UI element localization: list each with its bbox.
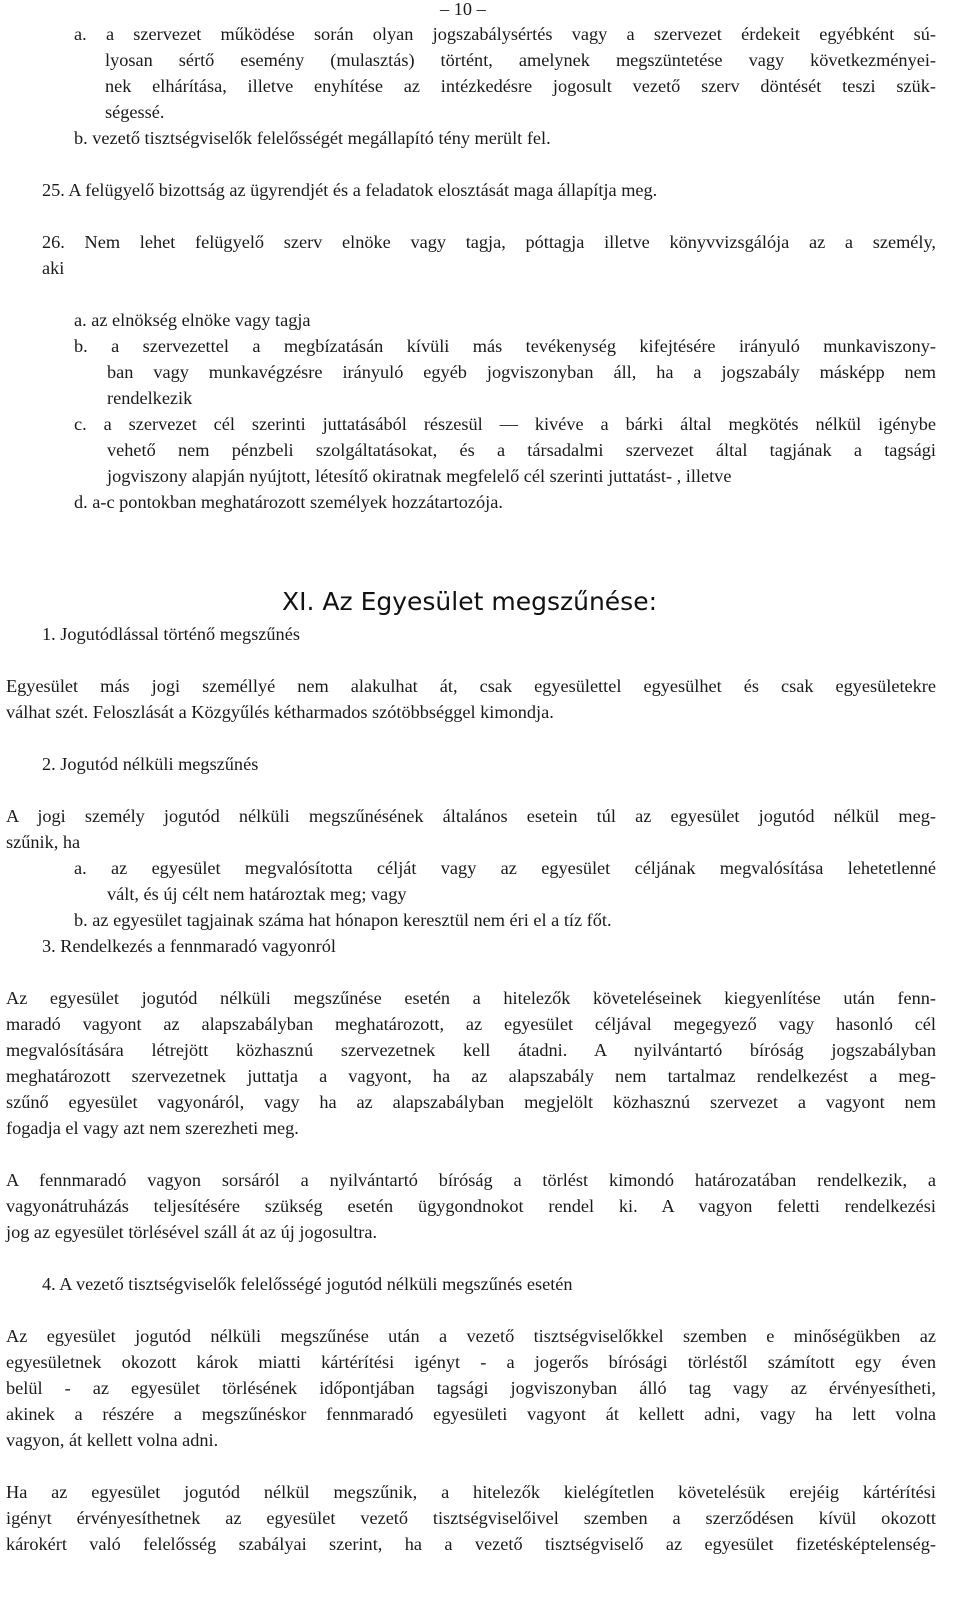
text-line: 2. Jogutód nélküli megszűnés (42, 754, 259, 774)
text-line: a. az elnökség elnöke vagy tagja (74, 310, 311, 330)
text-line: lyosan sértő esemény (mulasztás) történt, amelynek megszüntetése vagy következményei- (105, 50, 936, 70)
text-line: d. a-c pontokban meghatározott személyek hozzátartozója. (74, 492, 503, 512)
text-line: ban vagy munkavégzésre irányuló egyéb jogviszonyban áll, ha a jogszabály másképp nem (107, 362, 936, 382)
text-line: nek elhárítása, illetve enyhítése az intézkedésre jogosult vezető szerv döntését teszi szük- (105, 76, 936, 96)
text-line: b. a szervezettel a megbízatásán kívüli más tevékenység kifejtésére irányuló munkaviszony- (74, 336, 936, 356)
text-line: jog az egyesület törlésével száll át az új jogosultra. (6, 1222, 378, 1242)
text-line: rendelkezik (107, 388, 193, 408)
text-line: jogviszony alapján nyújtott, létesítő okiratnak megfelelő cél szerinti juttatást- , illetve (107, 466, 732, 486)
text-line: akinek a részére a megszűnéskor fennmaradó egyesületi vagyont át kellett adni, vagy ha lett volna (6, 1404, 936, 1424)
text-line: maradó vagyont az alapszabályban meghatározott, az egyesület céljával megegyező vagy hasonló cél (6, 1014, 936, 1034)
text-line: a. az egyesület megvalósította célját vagy az egyesület céljának megvalósítása lehetetlenné (74, 858, 936, 878)
text-line: a. a szervezet működése során olyan jogszabálysértés vagy a szervezet érdekeit egyébként sú- (74, 24, 936, 44)
text-line: károkért való felelősség szabályai szerint, ha a vezető tisztségviselő az egyesület fizetésképtelenség- (6, 1534, 936, 1554)
text-line: 25. A felügyelő bizottság az ügyrendjét és a feladatok elosztását maga állapítja meg. (42, 180, 658, 200)
text-line: fogadja el vagy azt nem szerezheti meg. (6, 1118, 299, 1138)
text-line: Ha az egyesület jogutód nélkül megszűnik, a hitelezők kielégítetlen követelésük erejéig kártérítési (6, 1482, 936, 1502)
text-line: vagyon, át kellett volna adni. (6, 1430, 219, 1450)
text-line: c. a szervezet cél szerinti juttatásából részesül ― kivéve a bárki által megkötés nélkül igénybe (74, 414, 936, 434)
text-line: A jogi személy jogutód nélküli megszűnésének általános esetein túl az egyesület jogutód nélkül meg- (6, 806, 936, 826)
text-line: belül - az egyesület törlésének időpontjában tagsági jogviszonyban álló tag vagy az érvényesítheti, (6, 1378, 936, 1398)
text-line: A fennmaradó vagyon sorsáról a nyilvántartó bíróság a törlést kimondó határozatában rendelkezik, a (6, 1170, 936, 1190)
text-line: válhat szét. Feloszlását a Közgyűlés kétharmados szótöbbséggel kimondja. (6, 702, 554, 722)
text-line: Egyesület más jogi személlyé nem alakulhat át, csak egyesülettel egyesülhet és csak egyesületekre (6, 676, 936, 696)
text-line: ségessé. (105, 102, 165, 122)
text-line: 4. A vezető tisztségviselők felelősségé jogutód nélküli megszűnés esetén (42, 1274, 573, 1294)
text-line: aki (42, 258, 65, 278)
text-line: 1. Jogutódlással történő megszűnés (42, 624, 300, 644)
text-line: Az egyesület jogutód nélküli megszűnése esetén a hitelezők követeléseinek kiegyenlítése után fenn- (6, 988, 936, 1008)
text-line: szűnik, ha (6, 832, 81, 852)
section-heading: XI. Az Egyesület megszűnése: (282, 587, 657, 616)
text-line: 26. Nem lehet felügyelő szerv elnöke vagy tagja, póttagja illetve könyvvizsgálója az a személy, (42, 232, 936, 252)
text-line: meghatározott szervezetnek juttatja a vagyont, ha az alapszabály nem tartalmaz rendelkezést a meg- (6, 1066, 936, 1086)
text-line: vehető nem pénzbeli szolgáltatásokat, és a társadalmi szervezet által tagjának a tagsági (107, 440, 936, 460)
text-line: szűnő egyesület vagyonáról, vagy ha az alapszabályban megjelölt közhasznú szervezet a vagyont nem (6, 1092, 936, 1112)
text-line: b. az egyesület tagjainak száma hat hónapon keresztül nem éri el a tíz főt. (74, 910, 612, 930)
text-line: Az egyesület jogutód nélküli megszűnése után a vezető tisztségviselőkkel szemben e minőségükben az (6, 1326, 936, 1346)
text-line: igényt érvényesíthetnek az egyesület vezető tisztségviselőivel szemben a szerződésen kívül okozott (6, 1508, 936, 1528)
text-line: vált, és új célt nem határoztak meg; vagy (107, 884, 407, 904)
text-line: 3. Rendelkezés a fennmaradó vagyonról (42, 936, 336, 956)
page-number: – 10 – (440, 0, 486, 19)
text-line: egyesületnek okozott károk miatti kártérítési igényt - a jogerős bírósági törléstől számított egy éven (6, 1352, 936, 1372)
text-line: b. vezető tisztségviselők felelősségét megállapító tény merült fel. (74, 128, 551, 148)
text-line: megvalósítására létrejött közhasznú szervezetnek kell átadni. A nyilvántartó bíróság jogszabályban (6, 1040, 936, 1060)
text-line: vagyonátruházás teljesítésére szükség esetén ügygondnokot rendel ki. A vagyon feletti rendelkezési (6, 1196, 936, 1216)
